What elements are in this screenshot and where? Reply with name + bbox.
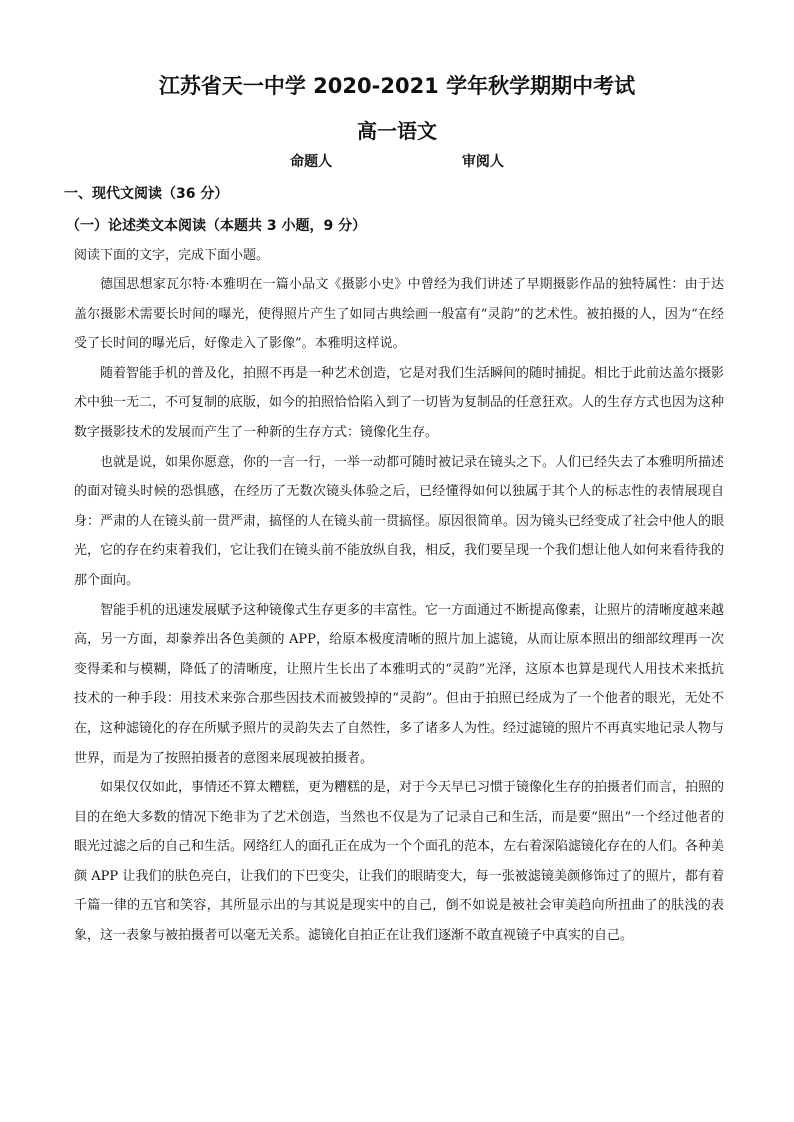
passage-paragraph: 如果仅仅如此，事情还不算太糟糕，更为糟糕的是，对于今天早已习惯于镜像化生存的拍摄者们而言，拍照的目的在绝大多数的情况下绝非为了艺术创造，当然也不仅是为了记录自己和生活，而是要“照出”一个经过他者的眼光过滤之后的自己和生活。网络红人的面孔正在成为一个个面孔的范本，左右着深陷滤镜化存在的人们。各种美颜 APP 让我们的肤色亮白，让我们的下巴变尖，让我们的眼睛变大，每一张被滤镜美颜修饰过了的照片，都有着千篇一律的五官和笑容，其所显示出的与其说是现实中的自己，倒不如说是被社会审美趋向所扭曲了的肤浅的表象，这一表象与被拍摄者可以毫无关系。滤镜化自拍正在让我们逐渐不敢直视镜子中真实的自己。 xyxy=(74,780,725,944)
passage-paragraph: 德国思想家瓦尔特·本雅明在一篇小品文《摄影小史》中曾经为我们讲述了早期摄影作品的独特属性：由于达盖尔摄影术需要长时间的曝光，使得照片产生了如同古典绘画一般富有“灵韵”的艺术性。被拍摄的人，因为“在经受了长时间的曝光后，好像走入了影像”。本雅明这样说。 xyxy=(74,277,724,352)
passage-paragraph: 随着智能手机的普及化，拍照不再是一种艺术创造，它是对我们生活瞬间的随时捕捉。相比于此前达盖尔摄影术中独一无二，不可复制的底版，如今的拍照恰恰陷入到了一切皆为复制品的任意狂欢。人的生存方式也因为这种数字摄影技术的发展而产生了一种新的生存方式：镜像化生存。 xyxy=(74,365,725,440)
exam-roles xyxy=(0,151,794,171)
exam-subject: 高一语文 xyxy=(357,119,437,143)
reviewer-label: 审阅人 xyxy=(461,154,504,170)
passage-paragraph: 智能手机的迅速发展赋予这种镜像式生存更多的丰富性。它一方面通过不断提高像素，让照片的清晰度越来越高，另一方面，却豢养出各色美颜的 APP，给原本极度清晰的照片加上滤镜，从而让原本照出的细部纹理再一次变得柔和与模糊，降低了的清晰度，让照片生长出了本雅明式的“灵韵”光泽，这原本也算是现代人用技术来抵抗技术的一种手段：用技术来弥合那些因技术而被毁掉的“灵韵”。但由于拍照已经成为了一个他者的眼光，无处不在，这种滤镜化的存在所赋予照片的灵韵失去了自然性，多了诸多人为性。经过滤镜的照片不再真实地记录人物与世界，而是为了按照拍摄者的意图来展现被拍摄者。 xyxy=(74,602,725,766)
exam-title: 江苏省天一中学 2020-2021 学年秋学期期中考试 xyxy=(158,74,636,98)
section-heading-argumentative-reading: （一）论述类文本阅读（本题共 3 小题，9 分） xyxy=(66,218,367,234)
reading-passage xyxy=(74,270,724,951)
passage-paragraph: 也就是说，如果你愿意，你的一言一行，一举一动都可随时被记录在镜头之下。人们已经失去了本雅明所描述的面对镜头时候的恐惧感，在经历了无数次镜头体验之后，已经懂得如何以独属于其个人的标志性的表情展现自身：严肃的人在镜头前一贯严肃，搞怪的人在镜头前一贯搞怪。原因很简单。因为镜头已经变成了社会中他人的眼光，它的存在约束着我们，它让我们在镜头前不能放纵自我，相反，我们要呈现一个我们想让他人如何来看待我的那个面向。 xyxy=(74,454,725,588)
setter-label: 命题人 xyxy=(290,154,333,170)
reading-instruction: 阅读下面的文字，完成下面小题。 xyxy=(74,248,270,263)
section-heading-modern-reading: 一、现代文阅读（36 分） xyxy=(64,186,229,202)
